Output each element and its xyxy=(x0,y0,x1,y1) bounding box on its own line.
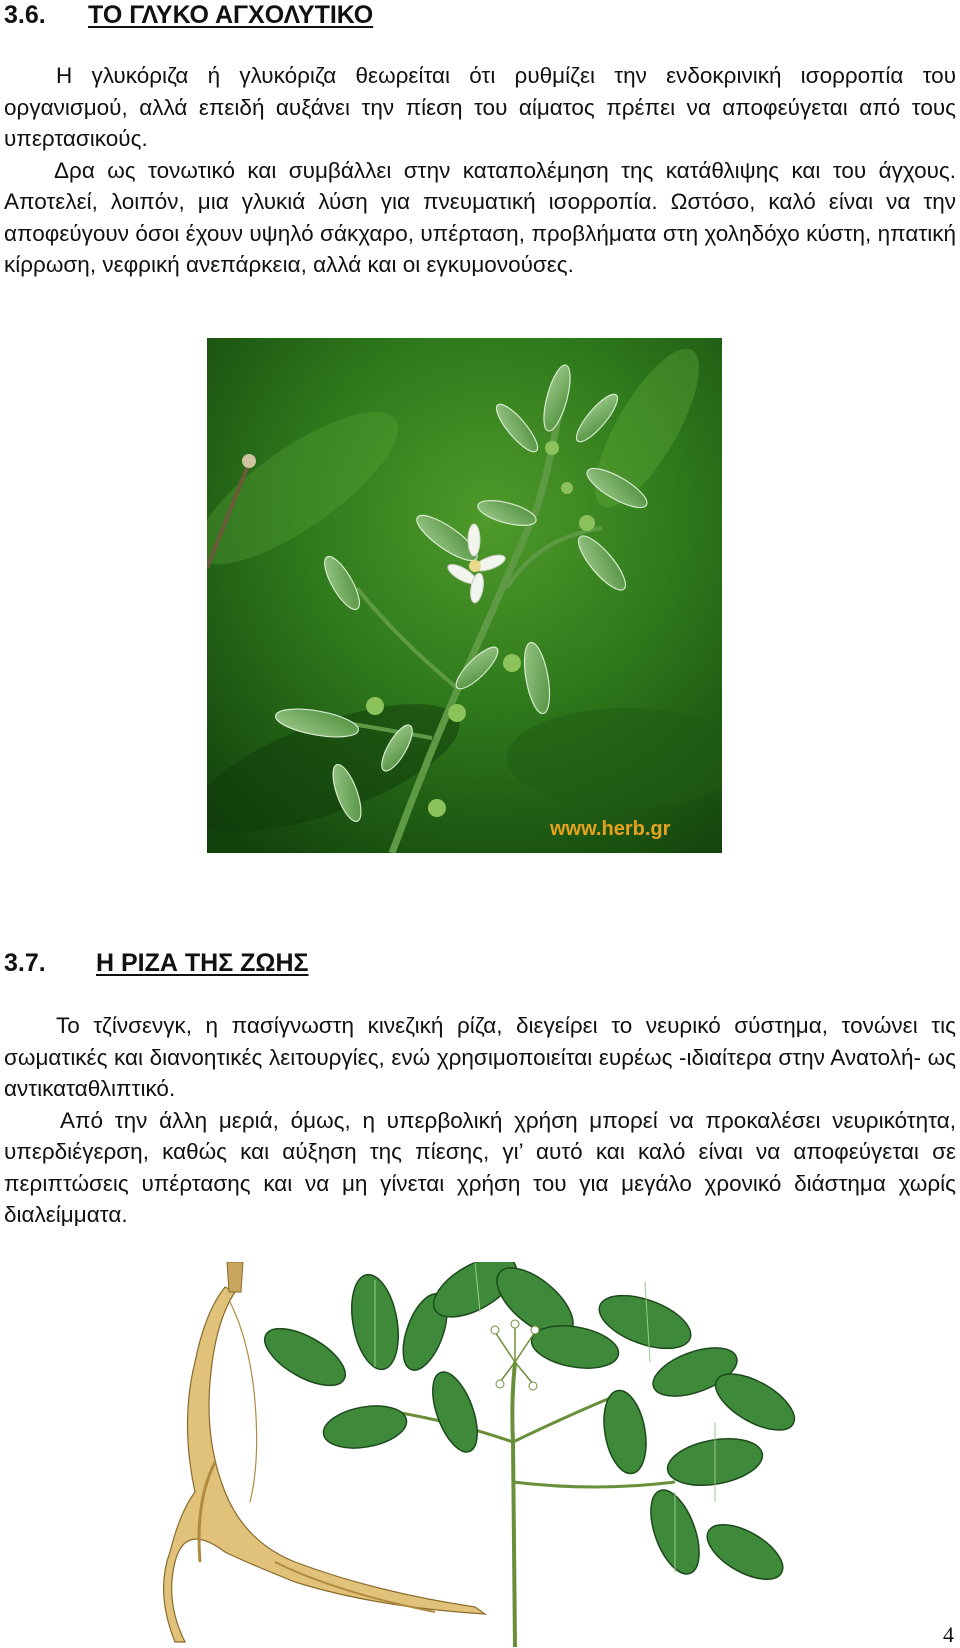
watermark-text: www.herb.gr xyxy=(550,818,671,840)
paragraph: Η γλυκόριζα ή γλυκόριζα θεωρείται ότι ρυθμίζει την ενδοκρινική ισορροπία του οργανισμού, αλλά επειδή αυξάνει την πίεση του αίματος πρέπει να αποφεύγεται από τους υπερτασικούς. xyxy=(4,63,956,151)
section-heading-3-7 xyxy=(4,948,309,978)
page-number: 4 xyxy=(943,1622,954,1647)
section-3-6-body xyxy=(4,60,956,281)
section-number: 3.7. xyxy=(4,949,46,977)
section-title: Η ΡΙΖΑ ΤΗΣ ΖΩΗΣ xyxy=(96,949,309,977)
section-3-7-body xyxy=(4,1010,956,1231)
stevia-plant-photo xyxy=(207,338,722,853)
paragraph: Από την άλλη μεριά, όμως, η υπερβολική χρήση μπορεί να προκαλέσει νευρικότητα, υπερδιέγερση, καθώς και αύξηση της πίεσης, γι’ αυτό και καλό είναι να αποφεύγεται σε περιπτώσεις υπέρτασης και να μη γίνεται χρήση του για μεγάλο χρονικό διάστημα χωρίς διαλείμματα. xyxy=(4,1107,956,1227)
section-heading-3-6 xyxy=(4,0,374,30)
ginseng-illustration xyxy=(155,1262,810,1647)
section-number: 3.6. xyxy=(4,1,46,29)
paragraph: Το τζίνσενγκ, η πασίγνωστη κινεζική ρίζα, διεγείρει το νευρικό σύστημα, τονώνει τις σωματικές και διανοητικές λειτουργίες, ενώ χρησιμοποιείται ευρέως -ιδιαίτερα στην Ανατολή- ως αντικαταθλιπτικό. xyxy=(4,1013,956,1101)
paragraph: Δρα ως τονωτικό και συμβάλλει στην καταπολέμηση της κατάθλιψης και του άγχους. Αποτελεί, λοιπόν, μια γλυκιά λύση για πνευματική ισορροπία. Ωστόσο, καλό είναι να την αποφεύγουν όσοι έχουν υψηλό σάκχαρο, υπέρταση, προβλήματα στη χοληδόχο κύστη, ηπατική κίρρωση, νεφρική ανεπάρκεια, αλλά και οι εγκυμονούσες. xyxy=(4,157,956,277)
section-title: ΤΟ ΓΛΥΚΟ ΑΓΧΟΛΥΤΙΚΟ xyxy=(88,1,374,29)
